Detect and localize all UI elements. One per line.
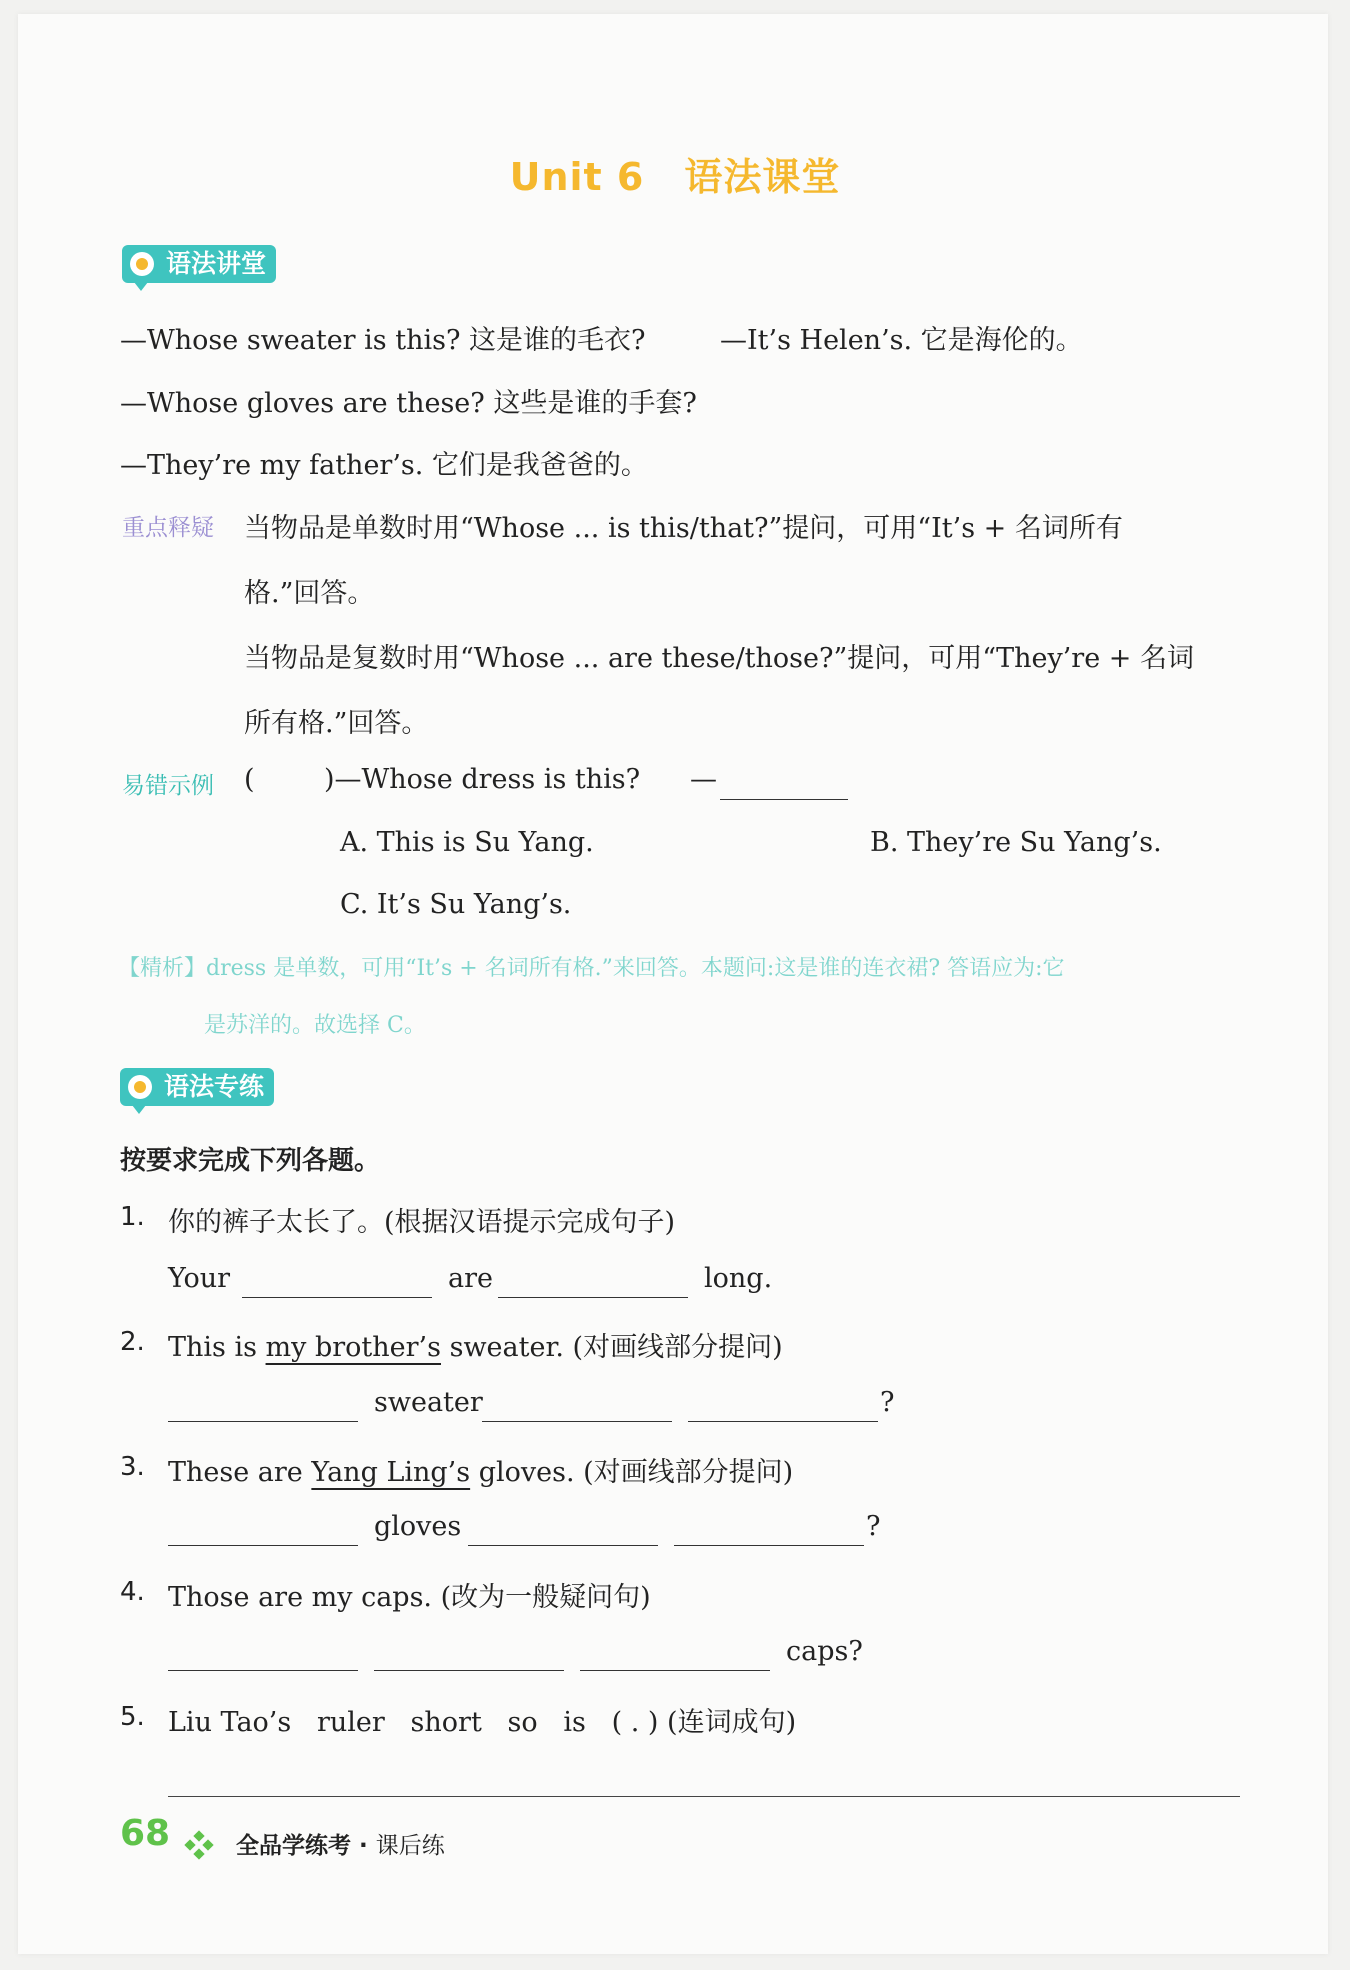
q2-blank-3[interactable] [688, 1420, 878, 1422]
option-a: A. This is Su Yang. [340, 827, 594, 858]
key-point-line-3: 当物品是复数时用“Whose ... are these/those?”提问，可用“They’re + 名词 [244, 643, 1194, 674]
q4-word: caps? [786, 1636, 863, 1667]
q3-end: ? [866, 1511, 881, 1542]
badge-flower-icon [130, 252, 154, 276]
page-title [0, 146, 1350, 201]
q2-post: sweater. (对画线部分提问) [441, 1332, 783, 1363]
q2-blank-2[interactable] [482, 1420, 672, 1422]
q2-number: 2. [120, 1327, 145, 1357]
q3-blank-2[interactable] [468, 1544, 658, 1546]
q3-blank-3[interactable] [674, 1544, 864, 1546]
q1-word-your: Your [168, 1263, 231, 1294]
page-number: 68 [120, 1813, 171, 1854]
q1-word-long: long. [704, 1263, 773, 1294]
mistake-example-label: 易错示例 [122, 773, 214, 799]
q4-prompt: Those are my caps. (改为一般疑问句) [168, 1582, 651, 1613]
mistake-answer-blank[interactable] [720, 798, 848, 800]
q4-blank-1[interactable] [168, 1669, 358, 1671]
example-line-1b: —It’s Helen’s. 它是海伦的。 [720, 325, 1083, 356]
q3-post: gloves. (对画线部分提问) [470, 1457, 794, 1488]
analysis-line-1: 【精析】dress 是单数，可用“It’s + 名词所有格.”来回答。本题问:这是谁的连衣裙? 答语应为:它 [118, 956, 1065, 981]
option-b: B. They’re Su Yang’s. [870, 827, 1162, 858]
q3-word: gloves [374, 1511, 462, 1542]
q4-blank-3[interactable] [580, 1669, 770, 1671]
grammar-lecture-badge [122, 245, 276, 283]
grammar-lecture-label: 语法讲堂 [166, 249, 267, 278]
footer-brand [236, 1827, 445, 1860]
q1-prompt: 你的裤子太长了。(根据汉语提示完成句子) [168, 1207, 676, 1238]
q2-pre: This is [168, 1332, 266, 1363]
badge-tail-icon [132, 1105, 146, 1114]
q3-underlined: Yang Ling’s [311, 1457, 471, 1488]
q1-number: 1. [120, 1202, 145, 1232]
option-c: C. It’s Su Yang’s. [340, 889, 572, 920]
practice-instruction: 按要求完成下列各题。 [120, 1146, 381, 1176]
footer-sub: 课后练 [375, 1833, 445, 1859]
grammar-practice-label: 语法专练 [164, 1072, 265, 1101]
grammar-practice-badge [120, 1068, 274, 1106]
q5-prompt: Liu Tao’s ruler short so is ( . ) (连词成句) [168, 1707, 797, 1738]
q5-answer-line[interactable] [168, 1796, 1240, 1797]
key-point-label: 重点释疑 [122, 515, 214, 541]
worksheet-page [18, 14, 1328, 1954]
q2-sentence [168, 1325, 783, 1364]
mistake-question: )—Whose dress is this? [324, 764, 641, 795]
footer-clover-icon [186, 1832, 212, 1858]
q3-number: 3. [120, 1452, 145, 1482]
analysis-line-2: 是苏洋的。故选择 C。 [204, 1013, 426, 1038]
q5-number: 5. [120, 1702, 145, 1732]
q4-number: 4. [120, 1577, 145, 1607]
example-line-2: —Whose gloves are these? 这些是谁的手套? [120, 388, 697, 419]
q1-word-are: are [448, 1263, 493, 1294]
key-point-line-1: 当物品是单数时用“Whose ... is this/that?”提问，可用“It’s + 名词所有 [244, 513, 1123, 544]
q3-pre: These are [168, 1457, 312, 1488]
q3-blank-1[interactable] [168, 1544, 358, 1546]
q2-word: sweater [374, 1387, 483, 1418]
footer-dot: · [359, 1833, 368, 1859]
key-point-line-4: 所有格.”回答。 [244, 708, 429, 739]
q4-blank-2[interactable] [374, 1669, 564, 1671]
q3-sentence [168, 1450, 793, 1489]
example-line-1a: —Whose sweater is this? 这是谁的毛衣? [120, 325, 646, 356]
badge-flower-icon [128, 1075, 152, 1099]
mistake-answer-dash: — [690, 764, 717, 795]
title-unit: Unit 6 [509, 155, 645, 199]
key-point-line-2: 格.”回答。 [244, 578, 375, 609]
example-line-3: —They’re my father’s. 它们是我爸爸的。 [120, 450, 648, 481]
q2-blank-1[interactable] [168, 1420, 358, 1422]
mistake-answer-bracket: ( [244, 764, 255, 795]
q2-underlined: my brother’s [265, 1332, 441, 1363]
q2-end: ? [880, 1387, 895, 1418]
badge-tail-icon [134, 282, 148, 291]
q1-blank-1[interactable] [242, 1296, 432, 1298]
title-topic: 语法课堂 [684, 155, 841, 199]
q1-blank-2[interactable] [498, 1296, 688, 1298]
footer-brand-name: 全品学练考 [236, 1833, 351, 1859]
